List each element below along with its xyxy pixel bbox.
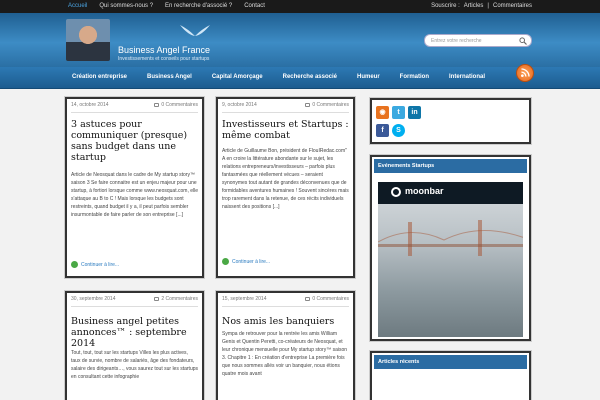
subscribe-label: Souscrire :	[431, 3, 460, 9]
read-more-link[interactable]	[222, 258, 270, 265]
facebook-icon[interactable]: f	[376, 124, 389, 137]
post-card	[215, 96, 356, 279]
post-date: 15, septembre 2014	[222, 296, 267, 302]
post-date: 30, septembre 2014	[71, 296, 116, 302]
comment-bubble-icon	[154, 297, 159, 301]
comment-bubble-icon	[154, 103, 159, 107]
moonbar-header	[378, 182, 523, 204]
top-nav-contact[interactable]: Contact	[244, 3, 265, 9]
recent-articles-title: Articles récents	[374, 355, 527, 369]
skype-icon[interactable]: S	[392, 124, 405, 137]
author-photo	[66, 19, 110, 61]
search-input[interactable]	[424, 34, 532, 47]
events-widget	[369, 154, 532, 342]
moonbar-logo-icon	[391, 187, 401, 197]
post-title[interactable]: Nos amis les banquiers	[222, 316, 335, 327]
post-comments-link[interactable]: 2 Commentaires	[161, 296, 198, 302]
moonbar-logo-text: moonbar	[405, 186, 444, 196]
top-nav-home[interactable]: Accueil	[68, 3, 88, 9]
comment-bubble-icon	[305, 297, 310, 301]
read-more-link[interactable]	[71, 261, 119, 268]
recent-articles-widget	[369, 350, 532, 400]
nav-international[interactable]: International	[449, 74, 486, 80]
post-title[interactable]: Business angel petites annonces™ : septembre 2014	[71, 316, 187, 349]
nav-humeur[interactable]: Humeur	[357, 74, 380, 80]
top-nav	[68, 3, 265, 9]
divider	[222, 112, 349, 113]
arrow-right-icon	[222, 258, 229, 265]
post-card	[215, 290, 356, 400]
site-title[interactable]: Business Angel France	[118, 45, 211, 55]
site-header	[0, 13, 600, 67]
top-bar	[0, 0, 600, 13]
post-comments-link[interactable]: 0 Commentaires	[312, 102, 349, 108]
post-card	[64, 96, 205, 279]
site-tagline: Investissements et conseils pour startups	[118, 56, 210, 62]
nav-creation-entreprise[interactable]: Création entreprise	[72, 74, 128, 80]
post-excerpt: Article de Neosquat dans le cadre de My startup story™ saison 3 Se faire connaitre est un enjeu majeur pour une startup, à fortiori lorsque comme www.neosquat.com, elle s'attaque au B to C ! Mais lorsque les budgets sont restreints, quand budget il y a, il peut parfois sembler insurmontable de faire parler de son entreprise [...]	[71, 172, 198, 218]
moonbar-banner[interactable]	[378, 182, 523, 337]
read-more-label: Continuer à lire...	[81, 261, 120, 268]
events-widget-title: Evénements Startups	[374, 159, 527, 173]
subscribe-links	[431, 3, 532, 9]
nav-business-angel[interactable]: Business Angel	[147, 74, 192, 80]
post-date: 9, octobre 2014	[222, 102, 257, 108]
angel-wing-logo-icon	[178, 23, 212, 37]
bridge-image	[378, 220, 523, 260]
top-nav-partner[interactable]: En recherche d'associé ?	[165, 3, 233, 9]
post-comments-link[interactable]: 0 Commentaires	[161, 102, 198, 108]
post-title[interactable]: 3 astuces pour communiquer (presque) sans budget dans une startup	[71, 119, 188, 163]
comment-bubble-icon	[305, 103, 310, 107]
subscribe-comments-link[interactable]: Commentaires	[492, 3, 532, 9]
social-widget	[369, 97, 532, 145]
divider	[71, 112, 198, 113]
search-icon[interactable]	[519, 37, 527, 45]
post-excerpt: Article de Guillaume Bon, président de FlouIRedac.com" A en croire la littérature abondante sur le sujet, les relations entrepreneurs/investisseurs – parfois plus fantasmées que réellement vécues – seraient synonymes tout autant de grandes déconvenues que de formidables aventures humaines ! Souvent sincères mais trop rarement dans la retenue, de ces récits individuels naissent des positions [...]	[222, 148, 349, 210]
post-card	[64, 290, 205, 400]
nav-formation[interactable]: Formation	[399, 74, 430, 80]
post-excerpt: Sympa de retrouver pour la rentrée les amis William Genis et Quentin Peretti, co-créateurs de Neosquat, et leur chronique mensuelle pour My startup story™ saison 3. Chapitre 1 : En création d'entreprise La première fois que nous sommes allés voir un banquier, nous étions quatre mois avant	[222, 331, 348, 377]
post-title[interactable]: Investisseurs et Startups : même combat	[222, 119, 349, 141]
subscribe-divider: |	[487, 3, 489, 9]
rss-icon[interactable]: ◉	[376, 106, 389, 119]
nav-recherche-associe[interactable]: Recherche associé	[282, 74, 337, 80]
rss-feed-icon[interactable]	[516, 64, 534, 82]
linkedin-icon[interactable]: in	[408, 106, 421, 119]
subscribe-articles-link[interactable]: Articles	[463, 3, 484, 9]
post-date: 14, octobre 2014	[71, 102, 109, 108]
post-excerpt: Tout, tout, tout sur les startups Villes les plus actives, taux de survie, nombre de salariés, âge des fondateurs, salaire des dirigeants…, vous saurez tout sur les startups en consultant cette infographie	[71, 350, 199, 380]
post-comments-link[interactable]: 0 Commentaires	[312, 296, 349, 302]
arrow-right-icon	[71, 261, 78, 268]
search-placeholder: Entrez votre recherche	[431, 38, 482, 44]
main-nav	[0, 67, 600, 89]
divider	[71, 306, 198, 307]
top-nav-about[interactable]: Qui sommes-nous ?	[99, 3, 154, 9]
read-more-label: Continuer à lire...	[232, 258, 271, 265]
divider	[222, 306, 349, 307]
nav-capital-amorcage[interactable]: Capital Amorçage	[211, 74, 263, 80]
twitter-icon[interactable]: t	[392, 106, 405, 119]
